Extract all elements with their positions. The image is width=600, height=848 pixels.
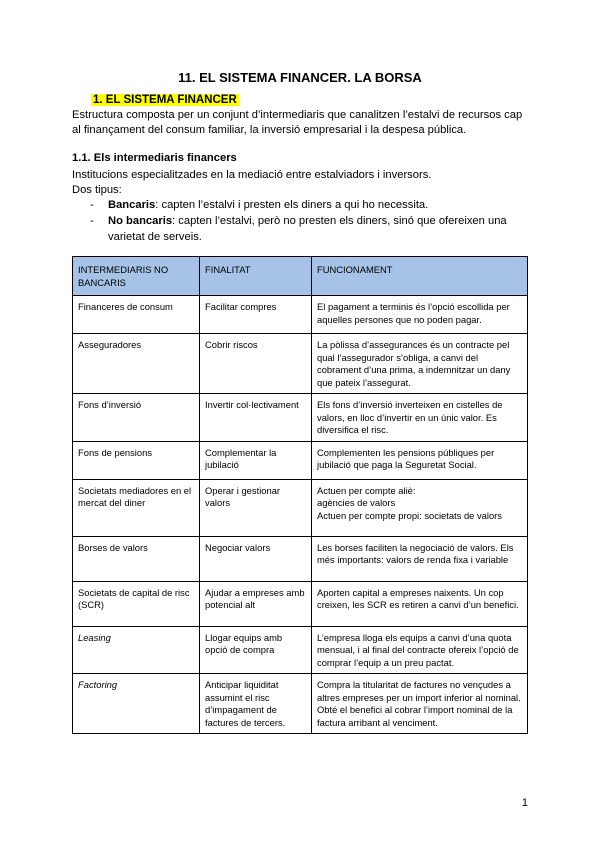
subsection-line: Dos tipus: bbox=[72, 184, 122, 196]
table-row bbox=[73, 581, 528, 626]
intro-line: al finançament del consum familiar, la inversió empresarial i la despesa pública. bbox=[72, 124, 467, 136]
intermediary-cell: Societats mediadores en el mercat del diner bbox=[73, 479, 200, 536]
table-row bbox=[73, 334, 528, 394]
subsection-line: Institucions especialitzades en la mediació entre estalviadors i inversors. bbox=[72, 169, 432, 181]
list-dash: - bbox=[90, 215, 94, 227]
table-row bbox=[73, 674, 528, 734]
operation-cell: El pagament a terminis és l’opció escollida per aquelles persones que no poden pagar. bbox=[312, 296, 528, 334]
table-row bbox=[73, 479, 528, 536]
table-row bbox=[73, 626, 528, 674]
intermediary-cell: Financeres de consum bbox=[73, 296, 200, 334]
intro-line: Estructura composta per un conjunt d’intermediaris que canalitzen l’estalvi de recursos cap bbox=[72, 109, 523, 121]
operation-line: Actuen per compte propi: societats de valors bbox=[317, 509, 502, 521]
intermediary-cell: Societats de capital de risc (SCR) bbox=[73, 581, 200, 626]
table-header-row bbox=[73, 257, 528, 296]
operation-line: Actuen per compte aliè: bbox=[317, 484, 416, 496]
list-item bbox=[90, 213, 530, 245]
page-number: 1 bbox=[521, 797, 528, 809]
purpose-cell: Complementar la jubilació bbox=[200, 441, 312, 479]
intermediaries-table bbox=[72, 256, 528, 734]
type-text: : capten l’estalvi, però no presten els diners, sinó que ofereixen una varietat de serveis. bbox=[108, 215, 507, 243]
operation-cell: Les borses faciliten la negociació de valors. Els més importants: valors de renda fixa i variable bbox=[312, 536, 528, 581]
operation-line: agències de valors bbox=[317, 497, 396, 508]
intermediary-cell: Fons d’inversió bbox=[73, 394, 200, 442]
column-header-purpose: FINALITAT bbox=[200, 257, 312, 296]
intermediary-cell: Borses de valors bbox=[73, 536, 200, 581]
operation-cell bbox=[312, 479, 528, 536]
section-heading: 1. EL SISTEMA FINANCER bbox=[93, 94, 237, 106]
intermediary-cell: Fons de pensions bbox=[73, 441, 200, 479]
purpose-cell: Ajudar a empreses amb potencial alt bbox=[200, 581, 312, 626]
type-term: Bancaris bbox=[108, 199, 156, 211]
purpose-cell: Anticipar liquiditat assumint el risc d’impagament de factures de tercers. bbox=[200, 674, 312, 734]
table-row bbox=[73, 296, 528, 334]
purpose-cell: Llogar equips amb opció de compra bbox=[200, 626, 312, 674]
list-item bbox=[90, 197, 530, 213]
operation-cell: Aporten capital a empreses naixents. Un cop creixen, les SCR es retiren a canvi d’un benefici. bbox=[312, 581, 528, 626]
purpose-cell: Facilitar compres bbox=[200, 296, 312, 334]
intermediary-types-list bbox=[90, 197, 530, 245]
operation-cell: La pòlissa d’assegurances és un contracte pel qual l’assegurador s’obliga, a canvi del cobrament d’una prima, a indemnitzar un dany que pateix l’assegurat. bbox=[312, 334, 528, 394]
subsection-description bbox=[72, 168, 431, 198]
page-title: 11. EL SISTEMA FINANCER. LA BORSA bbox=[178, 70, 422, 85]
purpose-cell: Cobrir riscos bbox=[200, 334, 312, 394]
subsection-heading: 1.1. Els intermediaris financers bbox=[72, 152, 237, 164]
type-term: No bancaris bbox=[108, 215, 173, 227]
purpose-cell: Negociar valors bbox=[200, 536, 312, 581]
purpose-cell: Invertir col·lectivament bbox=[200, 394, 312, 442]
intermediary-cell: Factoring bbox=[73, 674, 200, 734]
operation-cell: Complementen les pensions públiques per jubilació que paga la Seguretat Social. bbox=[312, 441, 528, 479]
operation-cell: Els fons d’inversió inverteixen en cistelles de valors, en lloc d’invertir en un únic valor. Es diversifica el risc. bbox=[312, 394, 528, 442]
section-intro bbox=[72, 108, 532, 138]
column-header-intermediary: INTERMEDIARIS NO BANCARIS bbox=[73, 257, 200, 296]
operation-cell: L’empresa lloga els equips a canvi d’una quota mensual, i al final del contracte ofereix l’opció de comprar l’equip a un preu pactat. bbox=[312, 626, 528, 674]
purpose-cell: Operar i gestionar valors bbox=[200, 479, 312, 536]
table-row bbox=[73, 536, 528, 581]
operation-cell: Compra la titularitat de factures no vençudes a altres empreses per un import inferior al nominal. Obté el benefici al cobrar l’import nominal de la factura arribant al venciment. bbox=[312, 674, 528, 734]
intermediary-cell: Asseguradores bbox=[73, 334, 200, 394]
list-dash: - bbox=[90, 199, 94, 211]
table-row bbox=[73, 441, 528, 479]
intermediary-cell: Leasing bbox=[73, 626, 200, 674]
table-row bbox=[73, 394, 528, 442]
column-header-operation: FUNCIONAMENT bbox=[312, 257, 528, 296]
type-text: : capten l’estalvi i presten els diners a qui ho necessita. bbox=[155, 199, 429, 211]
